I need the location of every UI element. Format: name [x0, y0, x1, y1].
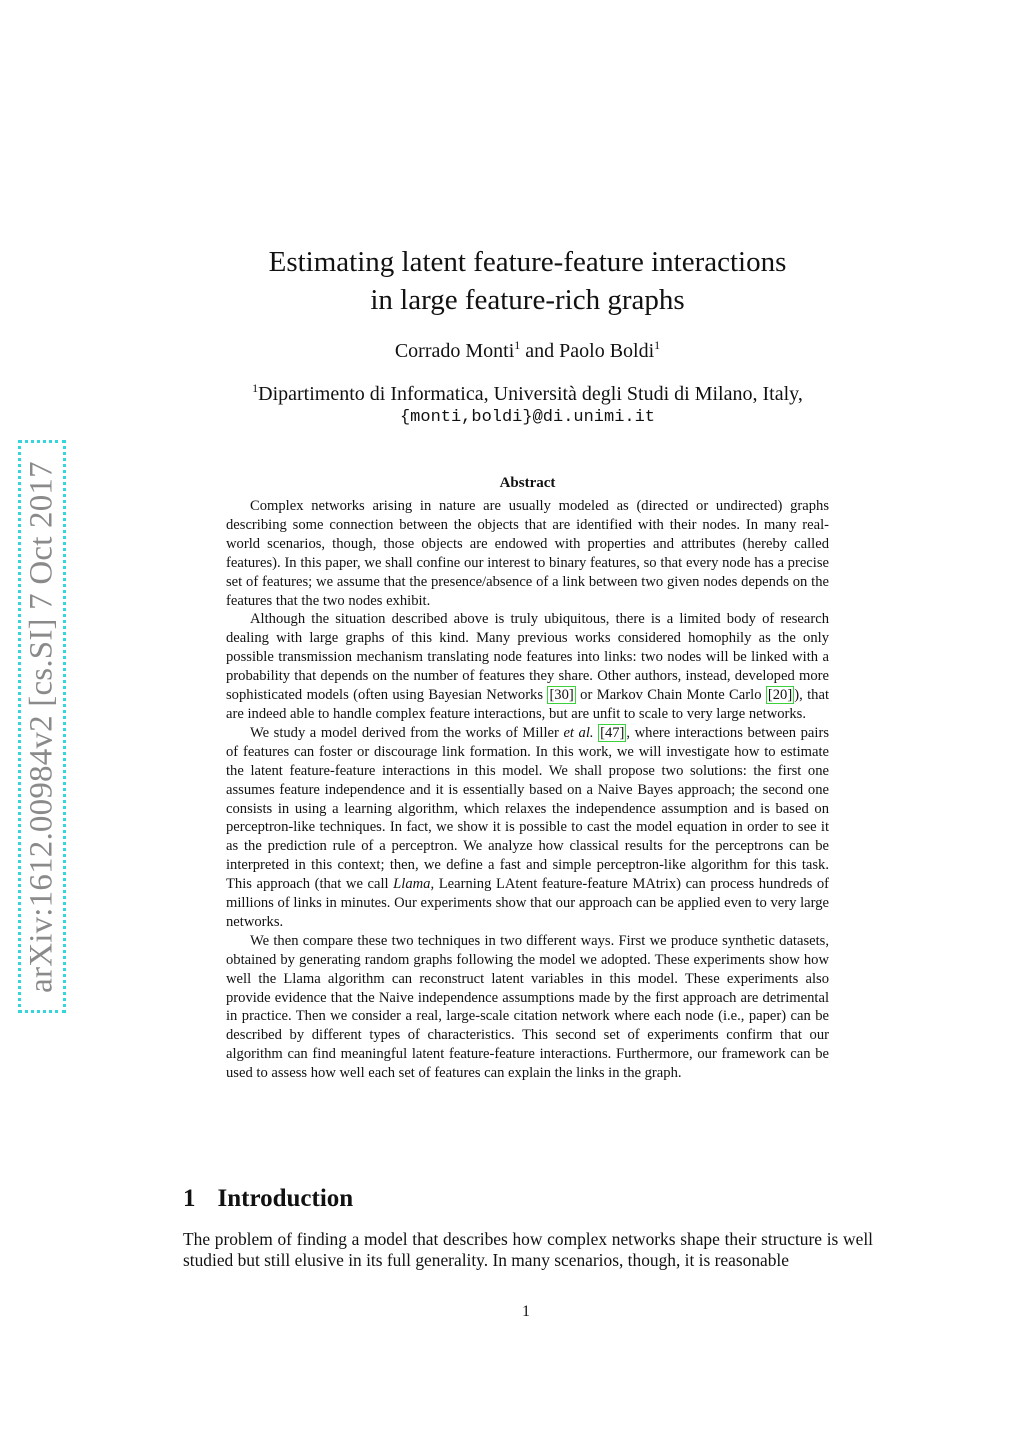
section-title: Introduction [217, 1185, 354, 1212]
affil-text: Dipartimento di Informatica, Università degli Studi di Milano, Italy, [258, 383, 803, 405]
llama-term: Llama [393, 876, 431, 893]
author-conjunction: and [520, 340, 560, 362]
author-name: Paolo Boldi [559, 340, 655, 362]
citation-link[interactable]: [47] [600, 724, 625, 741]
abstract-body [226, 497, 829, 1083]
et-al: et al. [563, 724, 594, 741]
title-line-2: in large feature-rich graphs [370, 284, 685, 316]
abstract-paragraph: We then compare these two techniques in two different ways. First we produce synthetic datasets, obtained by generating random graphs following the model we adopted. These experiments show how well the Llama algorithm can reconstruct latent variables in this model. These experiments also provide evidence that the Naive independence assumptions made by the first approach are detrimental in practice. Then we consider a real, large-scale citation network where each node (i.e., paper) can be described by different types of characteristics. This second set of experiments confirm that our algorithm can find meaningful latent feature-feature interactions. Furthermore, our framework can be used to assess how well each set of features can explain the links in the graph. [226, 932, 829, 1082]
citation-link[interactable]: [20] [767, 687, 793, 704]
authors [160, 340, 895, 363]
abstract-paragraph: We study a model derived from the works of Miller et al. [47] , where interactions between pairs of features can foster or discourage link formation. In this work, we will investigate how to estimate the latent feature-feature interactions in this model. We shall propose two solutions: the first one assumes feature independence and it is essentially based on a Naive Bayes approach; the second one consists in using a learning algorithm, which relaxes the independence assumption and is based on perceptron-like techniques. In fact, we show it is possible to cast the model equation in order to see it as the prediction rule of a perceptron. We analyze how classical results for the perceptrons can be interpreted in this context; then, we define a fast and simple perceptron-like algorithm for this task. This approach (that we call Llama, Learning LAtent feature-feature MAtrix) can process hundreds of millions of links in minutes. Our experiments show that our approach can be applied even to very large networks. [226, 724, 829, 930]
arxiv-stamp [18, 440, 66, 1013]
abstract-paragraph: Complex networks arising in nature are usually modeled as (directed or undirected) graphs describing some connection between the objects that are identified with their nodes. In many real-world scenarios, though, those objects are endowed with properties and attributes (hereby called features). In this paper, we shall confine our interest to binary features, so that every node has a precise set of features; we assume that the presence/absence of a link between two given nodes depends on the features that the two nodes exhibit. [226, 498, 829, 609]
author-email: {monti,boldi}@di.unimi.it [399, 408, 656, 427]
author-affil-mark: 1 [514, 338, 521, 352]
arxiv-identifier: arXiv:1612.00984v2 [cs.SI] 7 Oct 2017 [23, 460, 60, 993]
section-number: 1 [183, 1185, 196, 1212]
author-affil-mark: 1 [654, 338, 661, 352]
citation-link[interactable]: [30] [549, 687, 574, 704]
introduction-body [183, 1229, 873, 1271]
affil-mark: 1 [252, 381, 259, 395]
title-line-1: Estimating latent feature-feature interactions [268, 246, 787, 278]
author-name: Corrado Monti [394, 340, 515, 362]
affiliation [160, 382, 895, 430]
page-number: 1 [522, 1303, 530, 1320]
section-heading [183, 1185, 353, 1213]
abstract-paragraph: Although the situation described above is truly ubiquitous, there is a limited body of research dealing with large graphs of this kind. Many previous works considered homophily as the only possible transmission mechanism translating node features into links: two nodes will be linked with a probability that depends on the number of features they share. Other authors, instead, developed more sophisticated models (often using Bayesian Networks [30] or Markov Chain Monte Carlo [20] ), that are indeed able to handle complex feature interactions, but are unfit to scale to very large networks. [226, 611, 830, 722]
abstract-heading: Abstract [499, 475, 556, 491]
paper-title [160, 243, 895, 319]
intro-paragraph: The problem of finding a model that describes how complex networks shape their structure is well studied but still elusive in its full generality. In many scenarios, though, it is reasonable [183, 1229, 873, 1270]
